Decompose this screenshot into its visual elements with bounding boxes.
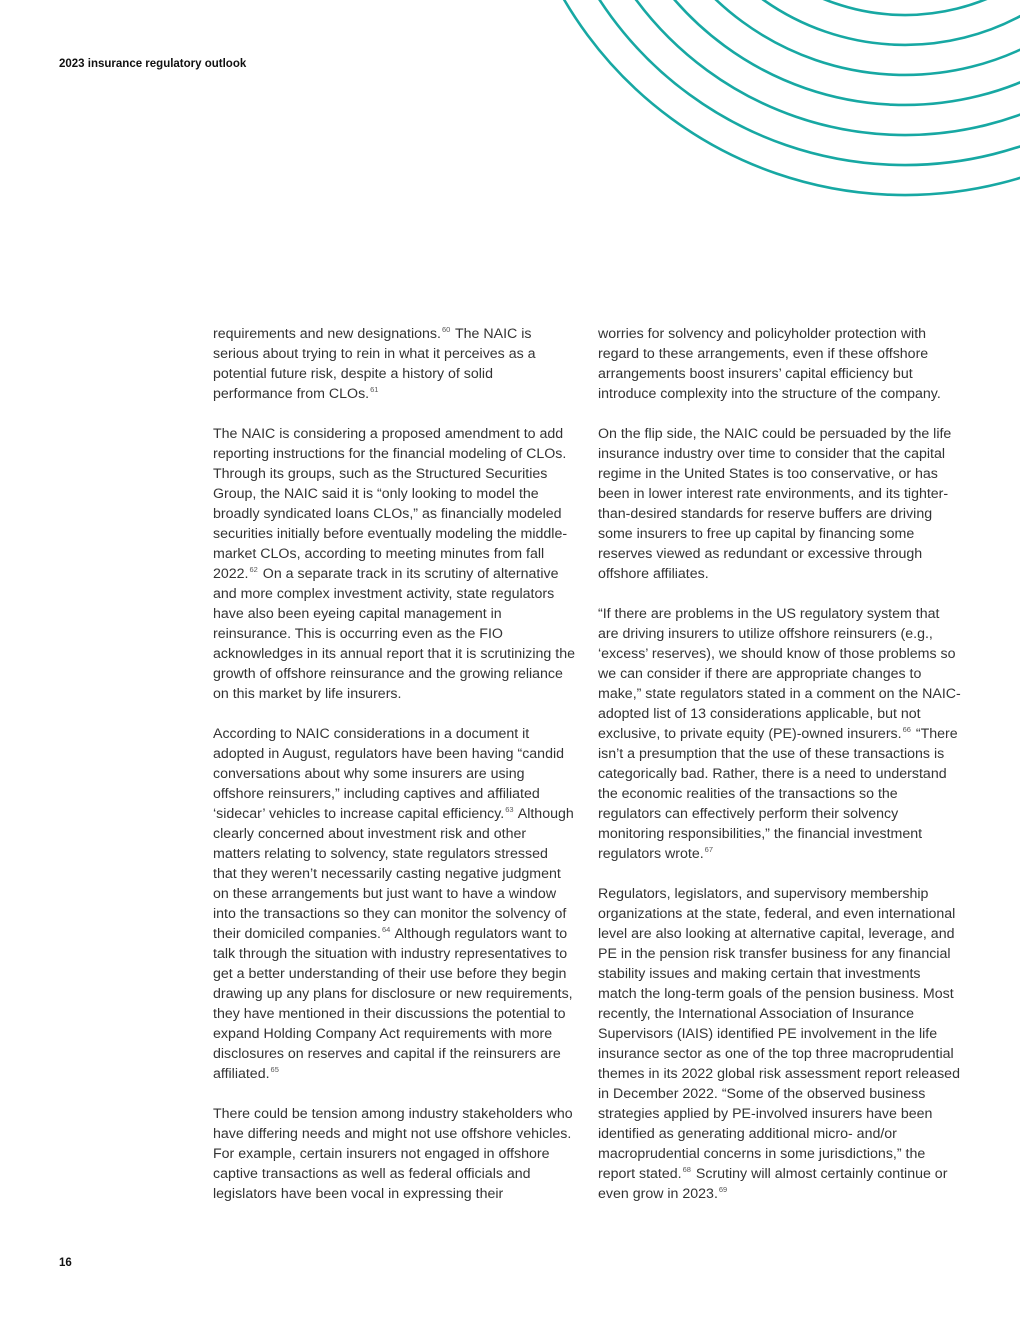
decorative-arcs [0,0,1020,320]
decorative-arc [534,0,1020,195]
footnote-ref-68[interactable]: 68 [682,1165,691,1175]
footnote-ref-63[interactable]: 63 [505,805,514,815]
left-column [213,324,575,1224]
decorative-arc [618,0,1020,105]
footnote-ref-61[interactable]: 61 [370,385,379,395]
decorative-arc [703,0,1020,15]
footnote-ref-60[interactable]: 60 [441,325,451,335]
right-paragraph-3: “If there are problems in the US regulatory system that are driving insurers to utilize offshore reinsurers (e.g., ‘excess’ reserves), we should know of those problems so we can consider if there are appropriate changes to make,” state regulators stated in a comment on the NAIC-adopted list of 13 considerations applicable, but not exclusive, to private equity (PE)-owned insurers.$^{66}$ “There isn’t a presumption that the use of these transactions is categorically bad. Rather, there is a need to understand the economic realities of the transactions so the regulators can effectively perform their solvency monitoring responsibilities,” the financial investment regulators wrote.$^{67}$ [598,606,961,862]
right-column [598,324,963,1224]
left-paragraph-3: According to NAIC considerations in a document it adopted in August, regulators have been having “candid conversations about why some insurers are using offshore reinsurers,” including captives and affiliated ‘sidecar’ vehicles to increase capital efficiency.$^{63}$ Although clearly concerned about investment risk and other matters relating to solvency, state regulators stressed that they weren’t necessarily casting negative judgment on these arrangements but just want to have a window into the transactions so they can monitor the solvency of their domiciled companies.$^{64}$ Although regulators want to talk through the situation with industry representatives to get a better understanding of their use before they begin drawing up any plans for disclosure or new requirements, they have mentioned in their discussions the potential to expand Holding Company Act requirements with more disclosures on reserves and capital if the reinsurers are affiliated.$^{65}$ [213,726,574,1082]
footnote-ref-67[interactable]: 67 [704,845,714,855]
right-paragraph-1: worries for solvency and policyholder protection with regard to these arrangements, even if these offshore arrangements boost insurers’ capital efficiency but introduce complexity into the structure of the company. [598,326,941,402]
decorative-arc [590,0,1020,135]
page-number: 16 [59,1257,72,1269]
left-paragraph-4: There could be tension among industry stakeholders who have differing needs and might not use offshore vehicles. For example, certain insurers not engaged in offshore captive transactions as well as federal officials and legislators have been vocal in expressing their [213,1106,573,1202]
running-head: 2023 insurance regulatory outlook [59,58,247,70]
footnote-ref-62[interactable]: 62 [249,565,258,575]
left-paragraph-1: requirements and new designations.$^{60}$ The NAIC is serious about trying to rein in what it perceives as a potential future risk, despite a history of solid performance from CLOs.$^{61}$ [213,325,536,402]
footnote-ref-64[interactable]: 64 [381,925,391,935]
footnote-ref-66[interactable]: 66 [902,725,911,735]
footnote-ref-69[interactable]: 69 [718,1185,728,1195]
footnote-ref-65[interactable]: 65 [270,1065,279,1075]
left-paragraph-2: The NAIC is considering a proposed amendment to add reporting instructions for the financial modeling of CLOs. Through its groups, such as the Structured Securities Group, the NAIC said it is “only looking to model the broadly syndicated loans CLOs,” as financially modeled securities initially before eventually modeling the middle-market CLOs, according to meeting minutes from fall 2022.62 On a separate track in its scrutiny of alternative and more complex investment activity, state regulators have also been eyeing capital management in reinsurance. This is occurring even as the FIO acknowledges in its annual report that it is scrutinizing the growth of offshore reinsurance and the growing reliance on this market by life insurers. [213,426,575,702]
right-paragraph-4: Regulators, legislators, and supervisory membership organizations at the state, federal, and even international level are also looking at alternative capital, leverage, and PE in the pension risk transfer business for any financial stability issues and making certain that investments match the long-term goals of the pension business. Most recently, the International Association of Insurance Supervisors (IAIS) identified PE involvement in the life insurance sector as one of the top three macroprudential themes in its 2022 global risk assessment report released in December 2022. “Some of the observed business strategies applied by PE-involved insurers have been identified as generating additional micro- and/or macroprudential concerns in some jurisdictions,” the report stated.$^{68}$ Scrutiny will almost certainly continue or even grow in 2023.69 [598,886,960,1202]
right-paragraph-2: On the flip side, the NAIC could be persuaded by the life insurance industry over time to consider that the capital regime in the United States is too conservative, or has been in lower interest rate environments, and its tighter-than-desired standards for reserve buffers are driving some insurers to free up capital by financing some reserves viewed as redundant or excessive through offshore affiliates. [598,426,952,582]
